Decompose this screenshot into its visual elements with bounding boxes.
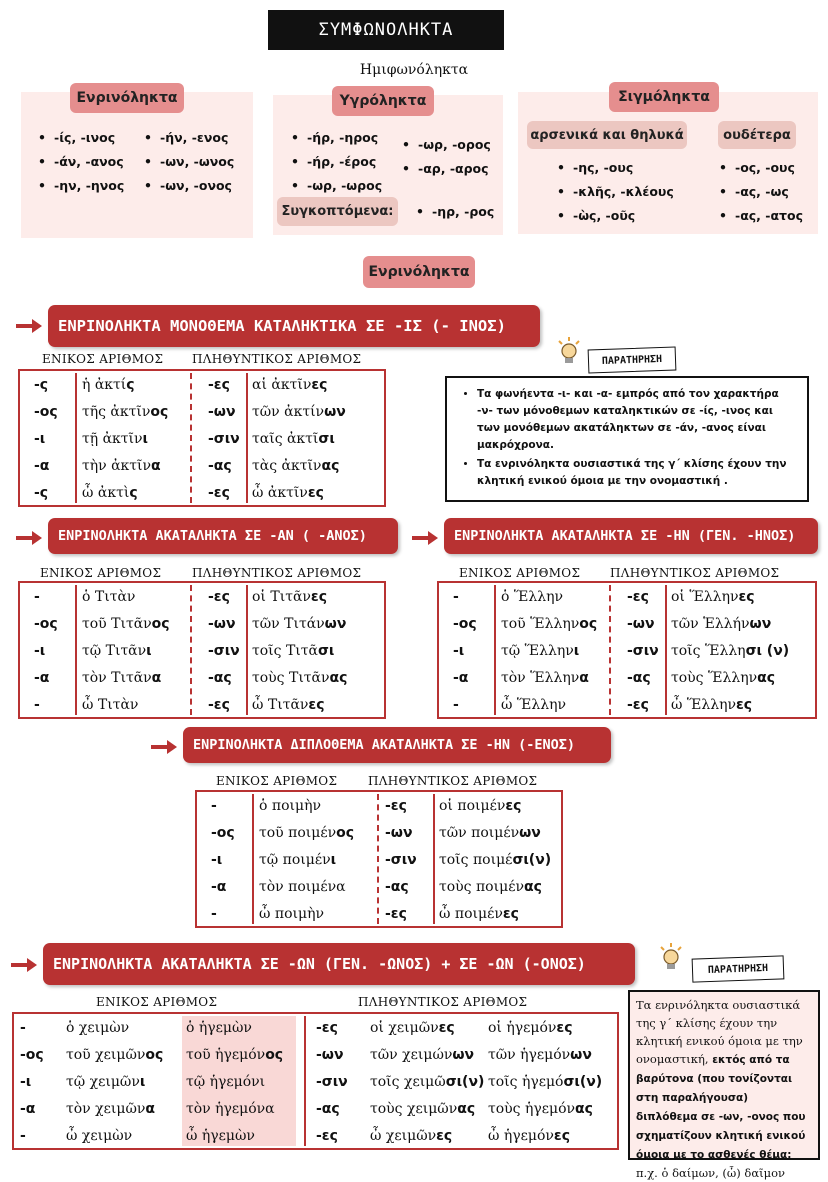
word-form — [186, 1123, 255, 1150]
word-form — [259, 874, 346, 901]
list-item: • -ος, -ους — [717, 156, 803, 180]
word-form — [501, 638, 579, 665]
case-ending: - — [34, 697, 40, 713]
word-ending: ος — [150, 404, 169, 420]
word-stem: τῶν Τιτάν — [252, 616, 325, 632]
banner-t3: ΕΝΡΙΝΟΛΗΚΤΑ ΑΚΑΤΑΛΗΚΤΑ ΣΕ -ΗΝ (ΓΕΝ. -ΗΝΟΣ) — [444, 518, 818, 554]
word-form — [671, 584, 755, 611]
case-ending: -ος — [34, 404, 58, 420]
case-ending: - — [211, 906, 217, 922]
category-label-enrinolekta: Ενρινόληκτα — [70, 83, 184, 113]
case-ending: -α — [211, 879, 227, 895]
word-form — [439, 820, 541, 847]
word-ending: ι — [142, 431, 149, 447]
sygkoptomena-list — [414, 200, 494, 224]
word-ending: ας — [523, 879, 542, 895]
lightbulb-icon — [556, 337, 582, 367]
sing-header-t3: ΕΝΙΚΟΣ ΑΡΙΘΜΟΣ — [459, 566, 581, 580]
list-item: • -ίς, -ινος — [36, 126, 124, 150]
word-ending: ς — [126, 377, 135, 393]
word-ending: ι — [139, 1074, 146, 1090]
word-stem: ὁ Τιτὰν — [82, 589, 136, 605]
case-ending: -ος — [211, 825, 235, 841]
word-form — [370, 1069, 484, 1096]
word-stem: τοῖς ἡγεμό — [488, 1074, 564, 1090]
word-ending: σι — [318, 431, 335, 447]
note2-example: π.χ. ὁ δαίμων, (ὦ) δαῖμον — [636, 1166, 786, 1180]
word-stem: τῶν ἀκτίν — [252, 404, 325, 420]
case-ending: -ας — [208, 458, 232, 474]
word-form — [66, 1042, 163, 1069]
word-form — [66, 1069, 145, 1096]
word-form — [252, 453, 339, 480]
word-form — [259, 901, 324, 928]
word-form — [82, 584, 135, 611]
plur-header-t5: ΠΛΗΘΥΝΤΙΚΟΣ ΑΡΙΘΜΟΣ — [358, 995, 528, 1009]
word-ending: ες — [307, 485, 324, 501]
word-ending: ες — [738, 589, 755, 605]
list-item: • -ηρ, -ρος — [414, 200, 494, 224]
word-form — [82, 399, 168, 426]
word-form — [439, 847, 551, 874]
word-ending: σι(ν) — [563, 1074, 603, 1090]
word-form — [370, 1123, 452, 1150]
word-ending: ων — [749, 616, 772, 632]
word-form — [66, 1123, 132, 1150]
word-ending: α — [145, 1101, 156, 1117]
word-form — [82, 426, 148, 453]
word-form — [66, 1096, 155, 1123]
word-stem: τῆς ἀκτῖν — [82, 404, 151, 420]
word-form — [439, 901, 519, 928]
word-stem: ταῖς ἀκτῖ — [252, 431, 319, 447]
case-ending: -σιν — [385, 852, 417, 868]
case-ending: -ι — [34, 431, 46, 447]
word-form — [252, 426, 335, 453]
word-form — [252, 480, 324, 507]
word-form — [82, 665, 161, 692]
word-stem: ὦ ἡγεμὼν — [186, 1128, 255, 1144]
word-ending: ες — [311, 377, 328, 393]
word-form — [252, 665, 347, 692]
case-ending: - — [453, 589, 459, 605]
sing-header-t1: ΕΝΙΚΟΣ ΑΡΙΘΜΟΣ — [42, 352, 164, 366]
word-ending: α — [151, 458, 161, 474]
word-stem: τῶν ποιμέν — [439, 825, 520, 841]
word-stem: ἡ ἀκτί — [82, 377, 127, 393]
word-stem: τῶν χειμών — [370, 1047, 453, 1063]
word-form — [252, 584, 327, 611]
word-stem: τοῦ ποιμέν — [259, 825, 337, 841]
word-form — [671, 692, 752, 719]
word-ending: ι — [330, 852, 337, 868]
case-ending: -ων — [385, 825, 413, 841]
word-ending: ων — [324, 404, 346, 420]
case-ending: -ι — [453, 643, 465, 659]
case-ending: -ας — [208, 670, 232, 686]
word-stem: οἱ ποιμέν — [439, 798, 506, 814]
case-ending: -σιν — [316, 1074, 348, 1090]
word-stem: ὁ ἡγεμὼν — [186, 1020, 252, 1036]
declension-table-t5 — [12, 1012, 619, 1150]
word-stem: ὦ χειμὼν — [66, 1128, 133, 1144]
sigmolekta-group2-list — [717, 156, 803, 228]
list-item: • -ην, -ηνος — [36, 174, 124, 198]
plur-header-t4: ΠΛΗΘΥΝΤΙΚΟΣ ΑΡΙΘΜΟΣ — [368, 774, 538, 788]
note1-item-1: • Τα φωνήεντα -ι- και -α- εμπρός από τον χαρακτήρα -ν- των μόνοθεμων καταληκτικών σε -ίς, -ινος και των μονόθεμων ακατάληκτων σε -άν, -ανος είναι μακρόχρονα. — [477, 386, 795, 454]
word-stem: τὴν ἀκτῖν — [82, 458, 152, 474]
word-form — [259, 847, 336, 874]
case-ending: -ων — [208, 616, 236, 632]
word-ending: ας — [329, 670, 348, 686]
word-ending: ων — [324, 616, 347, 632]
plur-header-t2: ΠΛΗΘΥΝΤΙΚΟΣ ΑΡΙΘΜΟΣ — [192, 566, 362, 580]
note-label-1: ΠΑΡΑΤΗΡΗΣΗ — [588, 346, 677, 373]
note-box-2 — [628, 990, 820, 1180]
word-stem: τῇ ἀκτῖν — [82, 431, 143, 447]
word-ending: ς — [129, 485, 138, 501]
declension-table-t4 — [195, 790, 563, 928]
banner-t5: ΕΝΡΙΝΟΛΗΚΤΑ ΑΚΑΤΑΛΗΚΤΑ ΣΕ -ΩΝ (ΓΕΝ. -ΩΝΟΣ) + ΣΕ -ΩΝ (-ΟΝΟΣ) — [43, 943, 635, 985]
case-ending: -ες — [627, 589, 649, 605]
word-form — [259, 820, 354, 847]
word-form — [186, 1096, 275, 1123]
case-ending: -ες — [208, 485, 230, 501]
word-form — [501, 692, 566, 719]
word-ending: σι (ν) — [745, 643, 790, 659]
case-ending: -ος — [20, 1047, 44, 1063]
subtitle: Ημιφωνόληκτα — [359, 62, 469, 78]
word-ending: ος — [265, 1047, 284, 1063]
word-ending: ος — [336, 825, 355, 841]
word-stem: τῷ χειμῶν — [66, 1074, 140, 1090]
case-ending: -ς — [34, 377, 49, 393]
banner-t1: ΕΝΡΙΝΟΛΗΚΤΑ ΜΟΝΟΘΕΜΑ ΚΑΤΑΛΗΚΤΙΚΑ ΣΕ -ΙΣ (- ΙΝΟΣ) — [48, 305, 540, 347]
word-form — [671, 665, 775, 692]
declension-table-t2 — [18, 581, 386, 719]
section-label: Ενρινόληκτα — [363, 256, 475, 288]
banner-t4: ΕΝΡΙΝΟΛΗΚΤΑ ΔΙΠΛΟΘΕΜΑ ΑΚΑΤΑΛΗΚΤΑ ΣΕ -ΗΝ (-ΕΝΟΣ) — [183, 727, 611, 763]
case-ending: -ος — [34, 616, 58, 632]
sing-header-t4: ΕΝΙΚΟΣ ΑΡΙΘΜΟΣ — [216, 774, 338, 788]
list-item: • -ήρ, -έρος — [289, 150, 382, 174]
page-title: ΣΥΜΦΩΝΟΛΗΚΤΑ — [268, 10, 504, 50]
case-ending: -α — [453, 670, 469, 686]
word-stem: οἱ χειμῶν — [370, 1020, 439, 1036]
word-ending: ος — [151, 616, 170, 632]
list-item: • -αρ, -αρος — [400, 157, 491, 181]
case-ending: -ας — [316, 1101, 340, 1117]
sigmolekta-group2-label: ουδέτερα — [718, 121, 796, 149]
list-item: • -άν, -ανος — [36, 150, 124, 174]
list-item: • -ωρ, -ορος — [400, 133, 491, 157]
word-stem: ὁ Ἕλλην — [501, 589, 564, 605]
word-stem: ὦ Τιτᾶν — [252, 697, 309, 713]
word-ending: ες — [310, 589, 327, 605]
word-ending: ων — [452, 1047, 475, 1063]
list-item: • -ήν, -ενος — [142, 126, 234, 150]
case-ending: -ες — [385, 798, 407, 814]
word-stem: τοὺς χειμῶν — [370, 1101, 458, 1117]
arrow-right-icon — [11, 958, 37, 972]
word-form — [252, 692, 325, 719]
case-ending: - — [34, 589, 40, 605]
word-stem: τὸν ἡγεμόνα — [186, 1101, 275, 1117]
note-box-1 — [445, 376, 809, 502]
list-item: • -ας, -ως — [717, 180, 803, 204]
list-item: • -ων, -ωνος — [142, 150, 234, 174]
word-ending: ες — [553, 1128, 571, 1144]
word-stem: τῷ ἡγεμόνι — [186, 1074, 266, 1090]
sing-header-t2: ΕΝΙΚΟΣ ΑΡΙΘΜΟΣ — [40, 566, 162, 580]
word-form — [186, 1069, 265, 1096]
word-form — [252, 611, 346, 638]
word-form — [252, 638, 334, 665]
case-ending: -ες — [385, 906, 407, 922]
case-ending: - — [211, 798, 217, 814]
declension-table-t3 — [437, 581, 817, 719]
case-ending: -ες — [208, 697, 230, 713]
word-ending: ι — [573, 643, 580, 659]
note1-item-2: • Τα ενρινόληκτα ουσιαστικά της γ΄ κλίσης έχουν την κλητική ενικού όμοια με την ονομαστική . — [477, 456, 795, 490]
sing-header-t5: ΕΝΙΚΟΣ ΑΡΙΘΜΟΣ — [96, 995, 218, 1009]
word-stem: τῷ Τιτᾶν — [82, 643, 147, 659]
banner-t2: ΕΝΡΙΝΟΛΗΚΤΑ ΑΚΑΤΑΛΗΚΤΑ ΣΕ -ΑΝ ( -ΑΝΟΣ) — [48, 518, 398, 554]
word-stem: τὸν Τιτᾶν — [82, 670, 152, 686]
case-ending: -ες — [208, 589, 230, 605]
word-ending: ας — [457, 1101, 476, 1117]
word-form — [82, 611, 170, 638]
case-ending: -ες — [316, 1020, 338, 1036]
case-ending: -ας — [385, 879, 409, 895]
word-ending: ες — [556, 1020, 573, 1036]
word-stem: τοῦ χειμῶν — [66, 1047, 146, 1063]
word-form — [488, 1042, 592, 1069]
word-form — [671, 638, 789, 665]
case-ending: -ες — [208, 377, 230, 393]
word-stem: τὸν ποιμένα — [259, 879, 346, 895]
case-ending: - — [20, 1020, 26, 1036]
case-ending: -ι — [20, 1074, 32, 1090]
word-form — [252, 372, 327, 399]
word-stem: αἱ ἀκτῖν — [252, 377, 312, 393]
case-ending: -ες — [627, 697, 649, 713]
word-ending: ας — [321, 458, 340, 474]
case-ending: -σιν — [208, 643, 240, 659]
case-ending: -ος — [453, 616, 477, 632]
word-stem: ὁ χειμὼν — [66, 1020, 130, 1036]
case-ending: - — [20, 1128, 26, 1144]
word-stem: ὁ ποιμὴν — [259, 798, 321, 814]
word-form — [488, 1123, 570, 1150]
word-ending: ας — [757, 670, 776, 686]
word-form — [370, 1042, 474, 1069]
declension-table-t1 — [18, 369, 386, 507]
case-ending: -ι — [211, 852, 223, 868]
word-stem: τοὺς Ἕλλην — [671, 670, 758, 686]
word-stem: ὦ Ἕλλην — [671, 697, 736, 713]
word-stem: τοὺς ποιμέν — [439, 879, 524, 895]
case-ending: -α — [34, 458, 50, 474]
word-form — [488, 1096, 593, 1123]
word-form — [671, 611, 771, 638]
case-ending: - — [453, 697, 459, 713]
case-ending: -ς — [34, 485, 49, 501]
lightbulb-icon — [658, 943, 684, 973]
arrow-right-icon — [412, 531, 438, 545]
word-stem: ὦ ἀκτῖν — [252, 485, 308, 501]
word-stem: τοῦ Ἕλλην — [501, 616, 580, 632]
word-stem: τοῖς Τιτᾶ — [252, 643, 318, 659]
case-ending: -α — [20, 1101, 36, 1117]
case-ending: -ας — [627, 670, 651, 686]
word-stem: ὦ χειμῶν — [370, 1128, 437, 1144]
word-ending: ων — [519, 825, 541, 841]
list-item: • -ης, -ους — [555, 156, 674, 180]
ygrolekta-list-left — [289, 126, 382, 198]
word-ending: ες — [505, 798, 522, 814]
enrinolekta-list-left — [36, 126, 124, 198]
case-ending: -ων — [208, 404, 236, 420]
word-ending: ες — [736, 697, 753, 713]
word-stem: ὦ ἀκτὶ — [82, 485, 130, 501]
list-item: • -ων, -ονος — [142, 174, 234, 198]
word-ending: ες — [502, 906, 519, 922]
word-ending: α — [579, 670, 589, 686]
list-item: • -ωρ, -ωρος — [289, 174, 382, 198]
word-form — [501, 611, 597, 638]
list-item: • -ὼς, -οῦς — [555, 204, 674, 228]
word-form — [82, 372, 135, 399]
category-label-sigmolekta: Σιγμόληκτα — [609, 82, 719, 112]
word-stem: ὦ ποιμέν — [439, 906, 503, 922]
word-ending: α — [151, 670, 162, 686]
case-ending: -ων — [627, 616, 655, 632]
word-form — [82, 638, 152, 665]
word-ending: σι(ν) — [512, 852, 552, 868]
list-item: • -ήρ, -ηρος — [289, 126, 382, 150]
word-stem: τοῦ ἡγεμόν — [186, 1047, 266, 1063]
word-form — [186, 1042, 283, 1069]
note2-bold: εκτός από τα βαρύτονα (που τονίζονται στη παραλήγουσα) διπλόθεμα σε -ων, -ονος που σχηματίζουν κλητική ενικού όμοια με το ασθενές θέμα: — [636, 1054, 806, 1161]
word-ending: ες — [436, 1128, 453, 1144]
word-form — [259, 793, 321, 820]
word-form — [488, 1015, 573, 1042]
word-form — [252, 399, 346, 426]
sygkoptomena-label: Συγκοπτόμενα: — [277, 197, 398, 226]
word-stem: τοῖς ποιμέ — [439, 852, 513, 868]
word-stem: τοῖς χειμῶ — [370, 1074, 446, 1090]
word-stem: οἱ Τιτᾶν — [252, 589, 311, 605]
word-ending: ι — [146, 643, 152, 659]
word-ending: σι — [317, 643, 335, 659]
word-stem: ὦ Ἕλλην — [501, 697, 566, 713]
arrow-right-icon — [151, 740, 177, 754]
word-stem: τὸν χειμῶν — [66, 1101, 146, 1117]
word-form — [186, 1015, 252, 1042]
word-ending: σι(ν) — [445, 1074, 485, 1090]
word-stem: τοῦ Τιτᾶν — [82, 616, 152, 632]
word-stem: τοὺς Τιτᾶν — [252, 670, 330, 686]
word-stem: ὦ Τιτὰν — [82, 697, 139, 713]
word-form — [370, 1015, 455, 1042]
word-stem: τοὺς ἡγεμόν — [488, 1101, 576, 1117]
plur-header-t3: ΠΛΗΘΥΝΤΙΚΟΣ ΑΡΙΘΜΟΣ — [610, 566, 780, 580]
note-label-2: ΠΑΡΑΤΗΡΗΣΗ — [692, 955, 785, 982]
word-ending: ες — [438, 1020, 455, 1036]
case-ending: -ι — [34, 643, 46, 659]
word-form — [439, 874, 542, 901]
word-stem: τῷ ποιμέν — [259, 852, 331, 868]
word-form — [82, 692, 138, 719]
case-ending: -ων — [316, 1047, 344, 1063]
list-item: • -κλῆς, -κλέους — [555, 180, 674, 204]
word-form — [82, 480, 138, 507]
word-ending: ων — [570, 1047, 592, 1063]
word-stem: οἱ ἡγεμόν — [488, 1020, 557, 1036]
word-stem: τῶν Ἑλλήν — [671, 616, 750, 632]
word-stem: ὦ ποιμὴν — [259, 906, 324, 922]
word-stem: οἱ Ἕλλην — [671, 589, 739, 605]
word-stem: τοῖς Ἕλλη — [671, 643, 746, 659]
word-ending: ες — [308, 697, 325, 713]
word-ending: ας — [575, 1101, 593, 1117]
case-ending: -σιν — [627, 643, 659, 659]
case-ending: -σιν — [208, 431, 240, 447]
arrow-right-icon — [16, 531, 42, 545]
word-stem: τῶν ἡγεμόν — [488, 1047, 571, 1063]
category-label-ygrolekta: Υγρόληκτα — [332, 86, 434, 116]
note2-intro: Τα ενρινόληκτα ουσιαστικά της γ΄ κλίσης έχουν την κλητική ενικού όμοια με την ονομαστική, — [636, 998, 803, 1066]
arrow-right-icon — [16, 319, 42, 333]
word-form — [488, 1069, 602, 1096]
list-item: • -ας, -ατος — [717, 204, 803, 228]
sigmolekta-group1-list — [555, 156, 674, 228]
word-ending: ος — [579, 616, 598, 632]
word-stem: τῷ Ἕλλην — [501, 643, 574, 659]
word-stem: τὰς ἀκτῖν — [252, 458, 322, 474]
word-form — [82, 453, 161, 480]
case-ending: -α — [34, 670, 50, 686]
word-form — [501, 584, 563, 611]
plur-header-t1: ΠΛΗΘΥΝΤΙΚΟΣ ΑΡΙΘΜΟΣ — [192, 352, 362, 366]
word-stem: ὦ ἡγεμόν — [488, 1128, 554, 1144]
word-form — [370, 1096, 475, 1123]
case-ending: -ες — [316, 1128, 338, 1144]
word-ending: ος — [145, 1047, 164, 1063]
ygrolekta-list-right — [400, 133, 491, 181]
word-form — [501, 665, 589, 692]
word-stem: τὸν Ἕλλην — [501, 670, 580, 686]
sigmolekta-group1-label: αρσενικά και θηλυκά — [527, 121, 687, 149]
word-form — [439, 793, 521, 820]
enrinolekta-list-right — [142, 126, 234, 198]
word-form — [66, 1015, 129, 1042]
